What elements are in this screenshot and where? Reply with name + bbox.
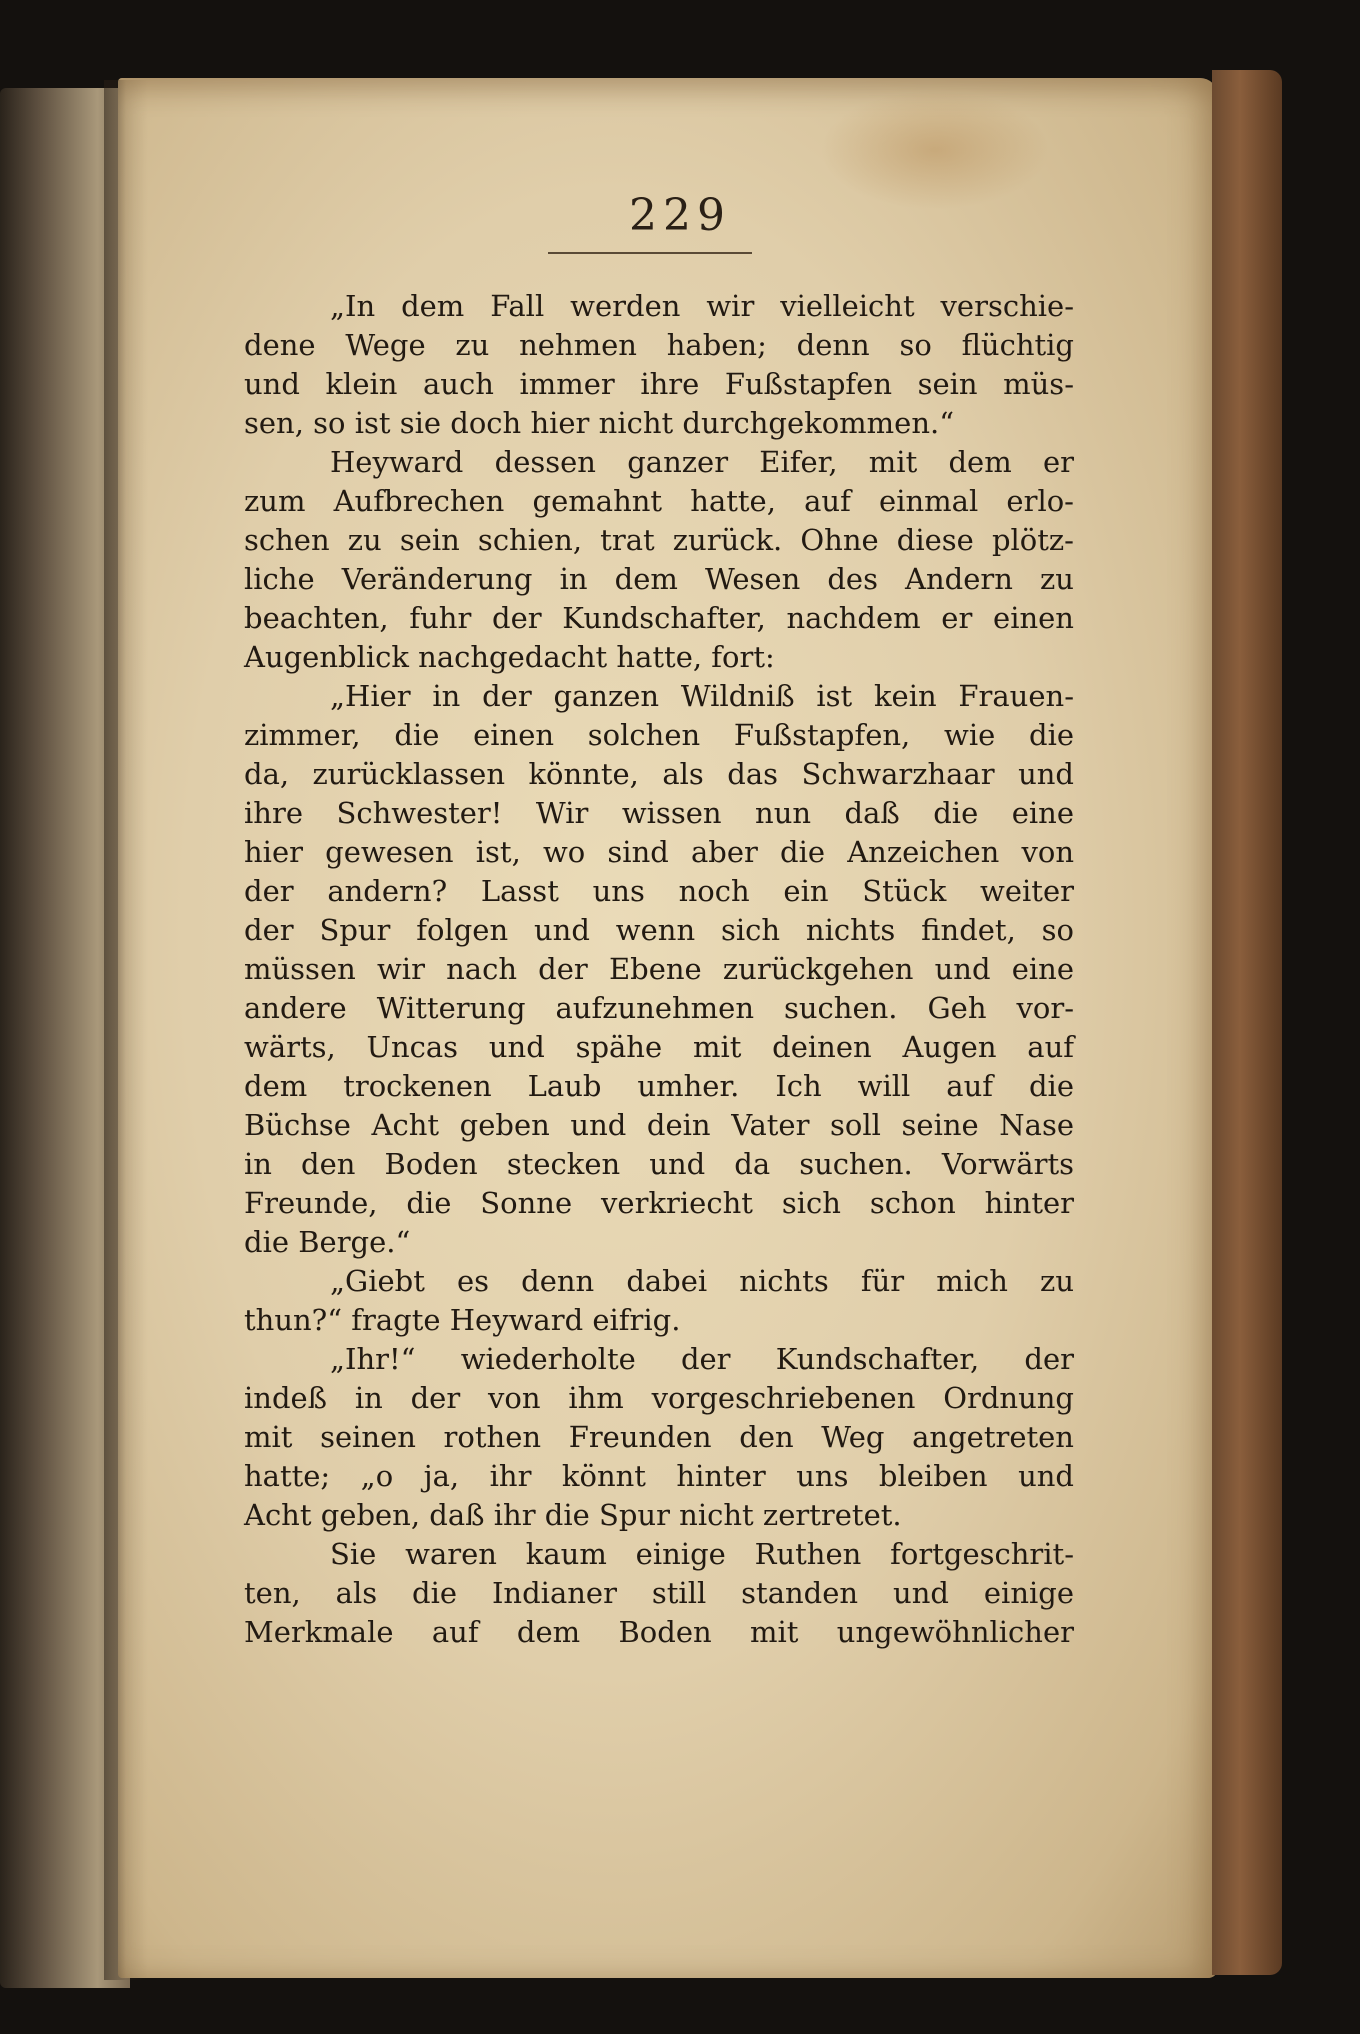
text-line: Merkmale auf dem Boden mit ungewöhnlicher bbox=[244, 1615, 1074, 1649]
text-line: dem trockenen Laub umher. Ich will auf die bbox=[244, 1069, 1074, 1103]
text-line: andere Witterung aufzunehmen suchen. Geh vor- bbox=[244, 991, 1074, 1025]
text-line: „Ihr!“ wiederholte der Kundschafter, der bbox=[330, 1342, 1074, 1376]
text-line: „Hier in der ganzen Wildniß ist kein Frauen- bbox=[330, 679, 1074, 713]
book-gutter bbox=[104, 80, 148, 1980]
text-line: dene Wege zu nehmen haben; denn so flüchtig bbox=[244, 328, 1074, 362]
text-line: mit seinen rothen Freunden den Weg angetreten bbox=[244, 1420, 1074, 1454]
text-line: indeß in der von ihm vorgeschriebenen Ordnung bbox=[244, 1381, 1074, 1415]
text-line: der Spur folgen und wenn sich nichts findet, so bbox=[244, 913, 1074, 947]
page-number: 229 bbox=[629, 190, 731, 241]
text-line: in den Boden stecken und da suchen. Vorwärts bbox=[244, 1147, 1074, 1181]
body-text bbox=[244, 287, 1074, 1652]
text-line: da, zurücklassen könnte, als das Schwarzhaar und bbox=[244, 757, 1074, 791]
text-line: die Berge.“ bbox=[244, 1225, 411, 1259]
text-line: und klein auch immer ihre Fußstapfen sein müs- bbox=[244, 367, 1074, 401]
text-line: thun?“ fragte Heyward eifrig. bbox=[244, 1303, 681, 1337]
text-line: Büchse Acht geben und dein Vater soll seine Nase bbox=[244, 1108, 1074, 1142]
text-line: hier gewesen ist, wo sind aber die Anzeichen von bbox=[244, 835, 1074, 869]
text-line: Freunde, die Sonne verkriecht sich schon hinter bbox=[244, 1186, 1074, 1220]
text-line: zum Aufbrechen gemahnt hatte, auf einmal erlo- bbox=[244, 484, 1074, 518]
text-line: liche Veränderung in dem Wesen des Andern zu bbox=[244, 562, 1074, 596]
text-line: Acht geben, daß ihr die Spur nicht zertretet. bbox=[244, 1498, 902, 1532]
text-line: beachten, fuhr der Kundschafter, nachdem er einen bbox=[244, 601, 1074, 635]
text-line: müssen wir nach der Ebene zurückgehen und eine bbox=[244, 952, 1074, 986]
text-line: ihre Schwester! Wir wissen nun daß die eine bbox=[244, 796, 1074, 830]
text-line: der andern? Lasst uns noch ein Stück weiter bbox=[244, 874, 1074, 908]
text-line: Heyward dessen ganzer Eifer, mit dem er bbox=[330, 445, 1074, 479]
text-line: wärts, Uncas und spähe mit deinen Augen auf bbox=[244, 1030, 1074, 1064]
text-line: zimmer, die einen solchen Fußstapfen, wie die bbox=[244, 718, 1074, 752]
text-line: schen zu sein schien, trat zurück. Ohne diese plötz- bbox=[244, 523, 1074, 557]
book-cover-edge bbox=[1212, 70, 1282, 1975]
text-line: ten, als die Indianer still standen und einige bbox=[244, 1576, 1074, 1610]
text-line: hatte; „o ja, ihr könnt hinter uns bleiben und bbox=[244, 1459, 1074, 1493]
text-line: „Giebt es denn dabei nichts für mich zu bbox=[330, 1264, 1074, 1298]
text-line: Augenblick nachgedacht hatte, fort: bbox=[244, 640, 775, 674]
text-line: „In dem Fall werden wir vielleicht verschie- bbox=[330, 289, 1074, 323]
text-line: sen, so ist sie doch hier nicht durchgekommen.“ bbox=[244, 406, 955, 440]
text-line: Sie waren kaum einige Ruthen fortgeschrit- bbox=[330, 1537, 1074, 1571]
header-rule bbox=[548, 252, 752, 254]
